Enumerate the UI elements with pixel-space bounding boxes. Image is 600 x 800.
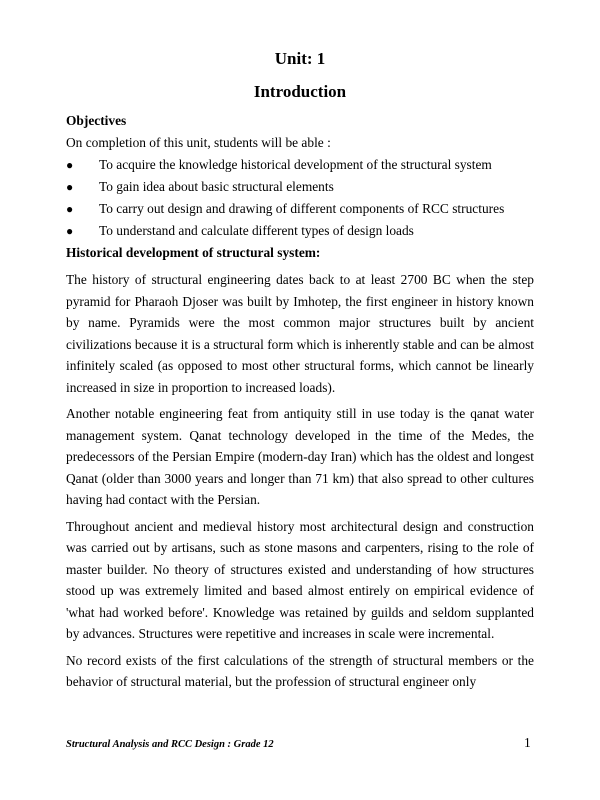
footer-book-title: Structural Analysis and RCC Design : Grade 12	[66, 739, 274, 750]
objective-item	[66, 198, 534, 220]
chapter-title: Introduction	[253, 82, 347, 101]
objective-text: To gain idea about basic structural elements	[99, 179, 334, 194]
paragraph: The history of structural engineering dates back to at least 2700 BC when the step pyramid for Pharaoh Djoser was built by Imhotep, the first engineer in history known by name. Pyramids were the most common major structures built by ancient civilizations because it is a structural form which is inherently stable and can be almost infinitely scaled (as opposed to most other structural forms, which cannot be linearly increased in size in proportion to increased loads).	[66, 272, 534, 395]
objective-text: To understand and calculate different types of design loads	[99, 223, 414, 238]
objectives-intro: On completion of this unit, students will be able :	[66, 135, 331, 150]
bullet-icon: ●	[66, 202, 74, 216]
page-content	[66, 110, 534, 698]
bullet-icon: ●	[66, 180, 74, 194]
paragraph: No record exists of the first calculations of the strength of structural members or the behavior of structural material, but the profession of structural engineer only	[66, 652, 534, 689]
page-number: 1	[524, 735, 531, 750]
bullet-icon: ●	[66, 158, 74, 172]
objectives-heading: Objectives	[66, 113, 127, 128]
paragraph: Throughout ancient and medieval history most architectural design and construction was carried out by artisans, such as stone masons and carpenters, rising to the role of master builder. No theory of structures existed and understanding of how structures stood up was extremely limited and based almost entirely on empirical evidence of 'what had worked before'. Knowledge was retained by guilds and seldom supplanted by advances. Structures were repetitive and increases in scale were incremental.	[66, 518, 534, 641]
paragraph: Another notable engineering feat from antiquity still in use today is the qanat water management system. Qanat technology developed in the time of the Medes, the predecessors of the Persian Empire (modern-day Iran) which has the oldest and longest Qanat (older than 3000 years and longer than 71 km) that also spread to other cultures having had contact with the Persian.	[66, 406, 534, 507]
objective-item	[66, 220, 534, 242]
objective-item	[66, 176, 534, 198]
objective-text: To acquire the knowledge historical development of the structural system	[99, 157, 492, 172]
objectives-list	[66, 154, 534, 242]
unit-title: Unit: 1	[274, 49, 326, 68]
objective-item	[66, 154, 534, 176]
section-heading: Historical development of structural system:	[66, 245, 321, 260]
bullet-icon: ●	[66, 224, 74, 238]
objective-text: To carry out design and drawing of different components of RCC structures	[99, 201, 505, 216]
